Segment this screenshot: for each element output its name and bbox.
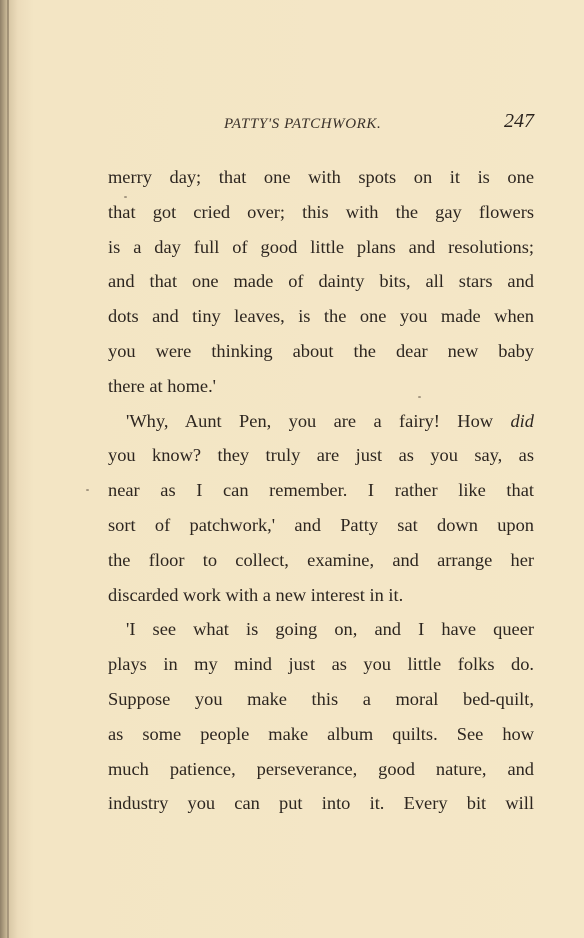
text-line: sort of patchwork,' and Patty sat down upon — [108, 514, 534, 535]
paragraph-end-line: there at home.' — [108, 375, 216, 396]
text-line: you know? they truly are just as you say, as — [108, 445, 534, 466]
paper-speck — [86, 489, 89, 491]
italic-word: did — [510, 410, 534, 431]
paragraph-start-line — [108, 404, 534, 439]
text-line: is a day full of good little plans and resolutions; — [108, 236, 534, 257]
text-line: industry you can put into it. Every bit will — [108, 793, 534, 814]
paper-speck — [418, 396, 421, 398]
running-title: PATTY'S PATCHWORK. — [224, 116, 382, 132]
page-gutter-shadow — [7, 0, 9, 938]
text-line: much patience, perseverance, good nature, and — [108, 758, 534, 779]
text-line: merry day; that one with spots on it is one — [108, 167, 534, 187]
text-line: near as I can remember. I rather like that — [108, 480, 534, 501]
paragraph-end-line: discarded work with a new interest in it. — [108, 584, 404, 605]
text-line: and that one made of dainty bits, all stars and — [108, 271, 534, 292]
body-text — [108, 160, 534, 821]
text-line: you were thinking about the dear new baby — [108, 340, 534, 361]
text-line: dots and tiny leaves, is the one you made when — [108, 306, 534, 327]
paragraph-start-line — [108, 612, 534, 647]
paper-speck — [124, 196, 127, 198]
page-number: 247 — [504, 110, 534, 132]
text-line: as some people make album quilts. See how — [108, 723, 534, 744]
text-line: Suppose you make this a moral bed-quilt, — [108, 688, 534, 709]
text-line: that got cried over; this with the gay flowers — [108, 201, 534, 222]
text-run: 'I see what is going on, and I have queer — [126, 619, 534, 640]
page-header — [108, 110, 536, 140]
text-line: plays in my mind just as you little folks do. — [108, 654, 534, 675]
text-run: 'Why, Aunt Pen, you are a fairy! How — [126, 410, 511, 431]
text-line: the floor to collect, examine, and arrange her — [108, 549, 534, 570]
